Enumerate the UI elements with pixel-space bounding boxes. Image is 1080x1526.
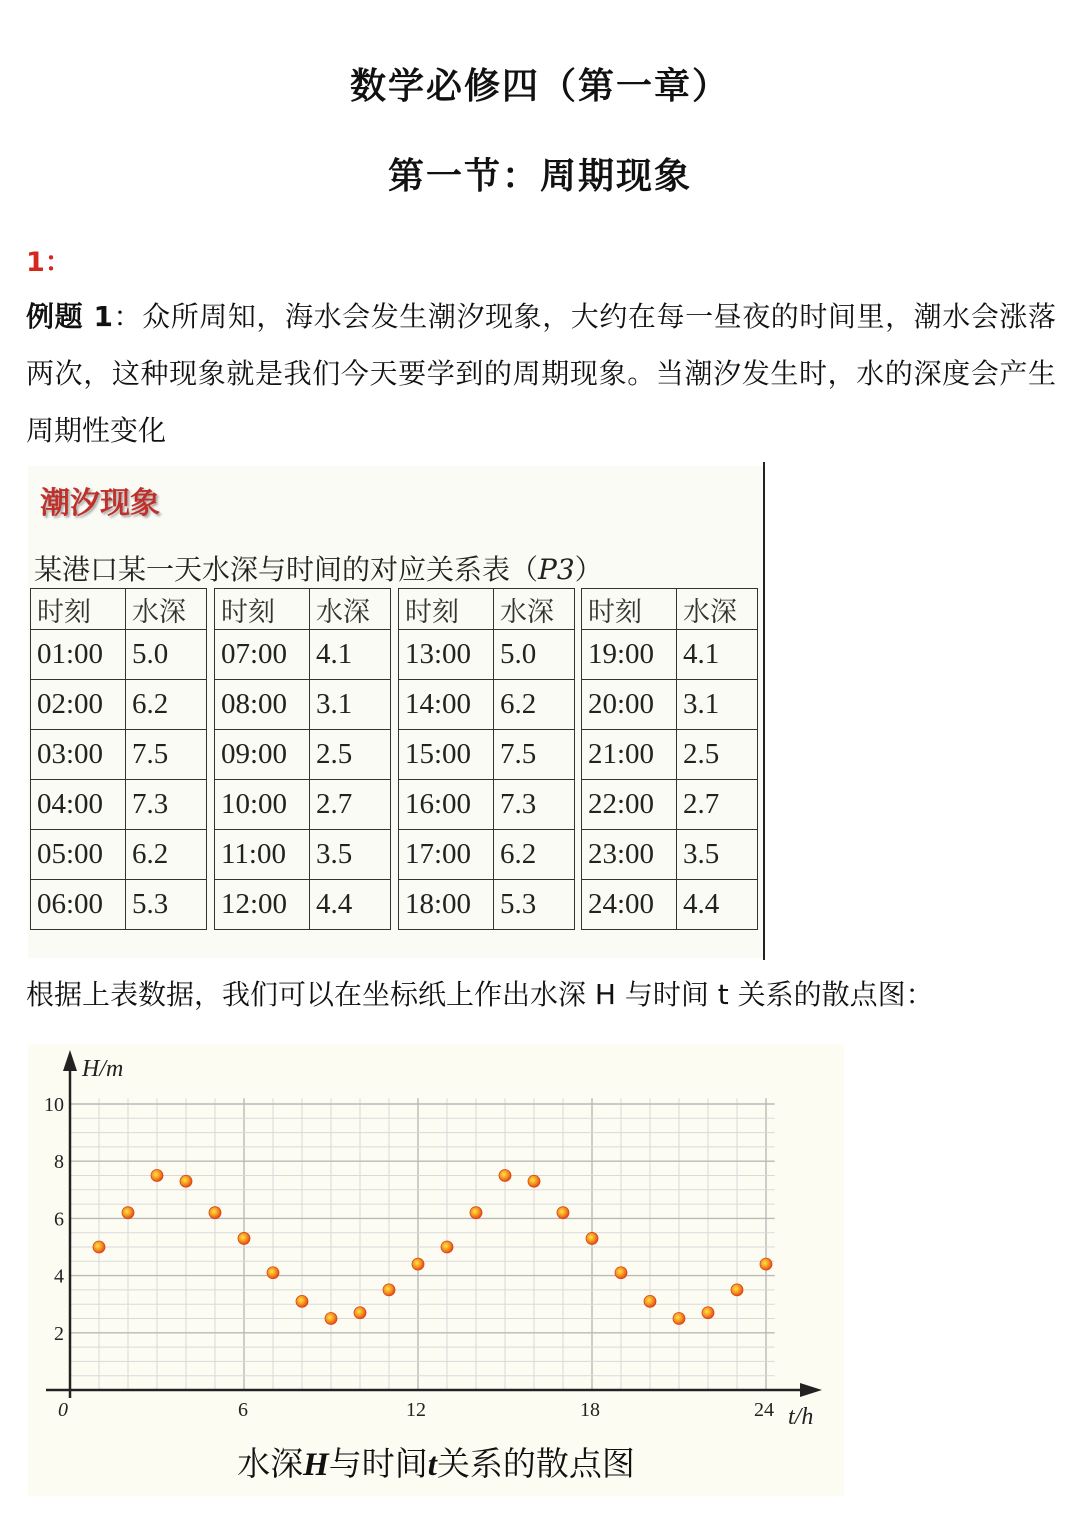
depth-cell: 4.4 xyxy=(677,880,758,930)
table-row xyxy=(215,630,391,680)
table-row xyxy=(399,680,575,730)
data-point xyxy=(296,1295,308,1307)
depth-cell: 5.0 xyxy=(126,630,207,680)
depth-cell: 6.2 xyxy=(126,680,207,730)
depth-cell: 7.5 xyxy=(494,730,575,780)
data-point xyxy=(354,1307,366,1319)
table-row xyxy=(31,680,207,730)
tide-table-1 xyxy=(30,588,207,930)
time-cell: 10:00 xyxy=(215,780,310,830)
depth-cell: 3.5 xyxy=(677,830,758,880)
table-header-row xyxy=(215,589,391,630)
table-row xyxy=(215,680,391,730)
table-header-row xyxy=(31,589,207,630)
scatter-chart-figure xyxy=(28,1044,844,1496)
table-row xyxy=(399,830,575,880)
table-caption xyxy=(34,548,603,588)
caption-text: 某港口某一天水深与时间的对应关系表（ xyxy=(34,553,539,586)
data-point xyxy=(586,1232,598,1244)
depth-cell: 2.7 xyxy=(677,780,758,830)
depth-cell: 5.3 xyxy=(494,880,575,930)
table-row xyxy=(31,780,207,830)
data-point xyxy=(644,1295,656,1307)
data-point xyxy=(673,1313,685,1325)
col-header-time: 时刻 xyxy=(399,589,494,630)
chart-caption xyxy=(28,1438,844,1485)
table-row xyxy=(399,780,575,830)
time-cell: 08:00 xyxy=(215,680,310,730)
depth-cell: 3.5 xyxy=(310,830,391,880)
depth-cell: 5.0 xyxy=(494,630,575,680)
col-header-time: 时刻 xyxy=(215,589,310,630)
time-cell: 01:00 xyxy=(31,630,126,680)
y-tick-label: 10 xyxy=(44,1094,64,1116)
table-row xyxy=(31,630,207,680)
table-row xyxy=(215,780,391,830)
y-tick-label: 6 xyxy=(54,1208,64,1231)
y-tick-label: 8 xyxy=(54,1151,64,1174)
time-cell: 13:00 xyxy=(399,630,494,680)
depth-cell: 7.3 xyxy=(126,780,207,830)
caption-var-h: H xyxy=(303,1447,329,1483)
time-cell: 12:00 xyxy=(215,880,310,930)
time-cell: 14:00 xyxy=(399,680,494,730)
col-header-depth: 水深 xyxy=(677,589,758,630)
tide-table-figure xyxy=(28,466,764,958)
data-point xyxy=(441,1241,453,1253)
time-cell: 04:00 xyxy=(31,780,126,830)
example-label: 例题 1 xyxy=(26,300,113,333)
section-title: 第一节：周期现象 xyxy=(387,156,692,197)
data-point xyxy=(267,1267,279,1279)
data-point xyxy=(209,1207,221,1219)
table-row xyxy=(215,880,391,930)
data-point xyxy=(238,1232,250,1244)
table-row xyxy=(582,630,758,680)
time-cell: 24:00 xyxy=(582,880,677,930)
table-row xyxy=(582,730,758,780)
time-cell: 22:00 xyxy=(582,780,677,830)
data-point xyxy=(615,1267,627,1279)
table-header-row xyxy=(399,589,575,630)
col-header-time: 时刻 xyxy=(31,589,126,630)
table-row xyxy=(582,880,758,930)
time-cell: 09:00 xyxy=(215,730,310,780)
depth-cell: 5.3 xyxy=(126,880,207,930)
depth-cell: 7.5 xyxy=(126,730,207,780)
col-header-depth: 水深 xyxy=(126,589,207,630)
time-cell: 15:00 xyxy=(399,730,494,780)
time-cell: 21:00 xyxy=(582,730,677,780)
depth-cell: 3.1 xyxy=(310,680,391,730)
data-point xyxy=(122,1207,134,1219)
depth-cell: 6.2 xyxy=(126,830,207,880)
table-row xyxy=(215,830,391,880)
table-row xyxy=(582,680,758,730)
tide-heading: 潮汐现象 xyxy=(40,486,160,521)
x-tick-label: 18 xyxy=(580,1399,600,1421)
data-point xyxy=(557,1207,569,1219)
time-cell: 23:00 xyxy=(582,830,677,880)
data-point xyxy=(760,1258,772,1270)
time-cell: 02:00 xyxy=(31,680,126,730)
depth-cell: 4.1 xyxy=(677,630,758,680)
data-point xyxy=(151,1170,163,1182)
table-row xyxy=(582,830,758,880)
scatter-chart xyxy=(28,1044,844,1444)
data-point xyxy=(528,1175,540,1187)
depth-cell: 4.1 xyxy=(310,630,391,680)
col-header-time: 时刻 xyxy=(582,589,677,630)
caption-var-t: t xyxy=(427,1447,437,1483)
caption-end: ） xyxy=(574,553,603,586)
depth-cell: 6.2 xyxy=(494,830,575,880)
caption-part-b: 与时间 xyxy=(328,1444,428,1483)
data-point xyxy=(499,1170,511,1182)
y-axis-label: H/m xyxy=(82,1056,124,1082)
data-point xyxy=(412,1258,424,1270)
scatter-intro-text: 根据上表数据，我们可以在坐标纸上作出水深 H 与时间 t 关系的散点图： xyxy=(26,978,934,1011)
figure-divider xyxy=(763,462,765,960)
time-cell: 20:00 xyxy=(582,680,677,730)
table-row xyxy=(31,830,207,880)
tide-table-4 xyxy=(581,588,758,930)
example-paragraph xyxy=(26,288,1056,459)
x-tick-label: 24 xyxy=(754,1399,774,1421)
data-point xyxy=(180,1175,192,1187)
x-axis-label: t/h xyxy=(788,1404,814,1430)
time-cell: 07:00 xyxy=(215,630,310,680)
time-cell: 19:00 xyxy=(582,630,677,680)
table-row xyxy=(31,880,207,930)
time-cell: 03:00 xyxy=(31,730,126,780)
col-header-depth: 水深 xyxy=(494,589,575,630)
y-axis-arrow xyxy=(63,1050,77,1071)
y-tick-label: 2 xyxy=(54,1322,64,1345)
table-row xyxy=(399,630,575,680)
page-title: 数学必修四（第一章） xyxy=(349,66,730,107)
tide-table-3 xyxy=(398,588,575,930)
depth-cell: 6.2 xyxy=(494,680,575,730)
caption-part-c: 关系的散点图 xyxy=(436,1444,635,1483)
x-axis-arrow xyxy=(800,1383,822,1397)
data-point xyxy=(383,1284,395,1296)
tide-table-2 xyxy=(214,588,391,930)
time-cell: 11:00 xyxy=(215,830,310,880)
data-point xyxy=(702,1307,714,1319)
time-cell: 18:00 xyxy=(399,880,494,930)
depth-cell: 7.3 xyxy=(494,780,575,830)
y-tick-label: 4 xyxy=(54,1265,64,1288)
item-number: 1： xyxy=(26,247,72,278)
caption-part-a: 水深 xyxy=(237,1444,304,1483)
depth-cell: 4.4 xyxy=(310,880,391,930)
x-tick-label: 12 xyxy=(406,1399,426,1421)
data-point xyxy=(731,1284,743,1296)
data-point xyxy=(93,1241,105,1253)
depth-cell: 2.5 xyxy=(310,730,391,780)
time-cell: 05:00 xyxy=(31,830,126,880)
x-tick-label: 0 xyxy=(58,1399,68,1421)
table-row xyxy=(31,730,207,780)
x-tick-label: 6 xyxy=(238,1399,248,1421)
col-header-depth: 水深 xyxy=(310,589,391,630)
table-header-row xyxy=(582,589,758,630)
time-cell: 16:00 xyxy=(399,780,494,830)
depth-cell: 2.7 xyxy=(310,780,391,830)
data-point xyxy=(470,1207,482,1219)
table-row xyxy=(215,730,391,780)
table-row xyxy=(399,880,575,930)
time-cell: 17:00 xyxy=(399,830,494,880)
table-row xyxy=(399,730,575,780)
caption-page: P3 xyxy=(538,553,575,586)
depth-cell: 3.1 xyxy=(677,680,758,730)
table-row xyxy=(582,780,758,830)
example-text: ：众所周知，海水会发生潮汐现象，大约在每一昼夜的时间里，潮水会涨落两次，这种现象就是我们今天要学到的周期现象。当潮汐发生时，水的深度会产生周期性变化 xyxy=(26,300,1056,447)
time-cell: 06:00 xyxy=(31,880,126,930)
depth-cell: 2.5 xyxy=(677,730,758,780)
data-point xyxy=(325,1313,337,1325)
